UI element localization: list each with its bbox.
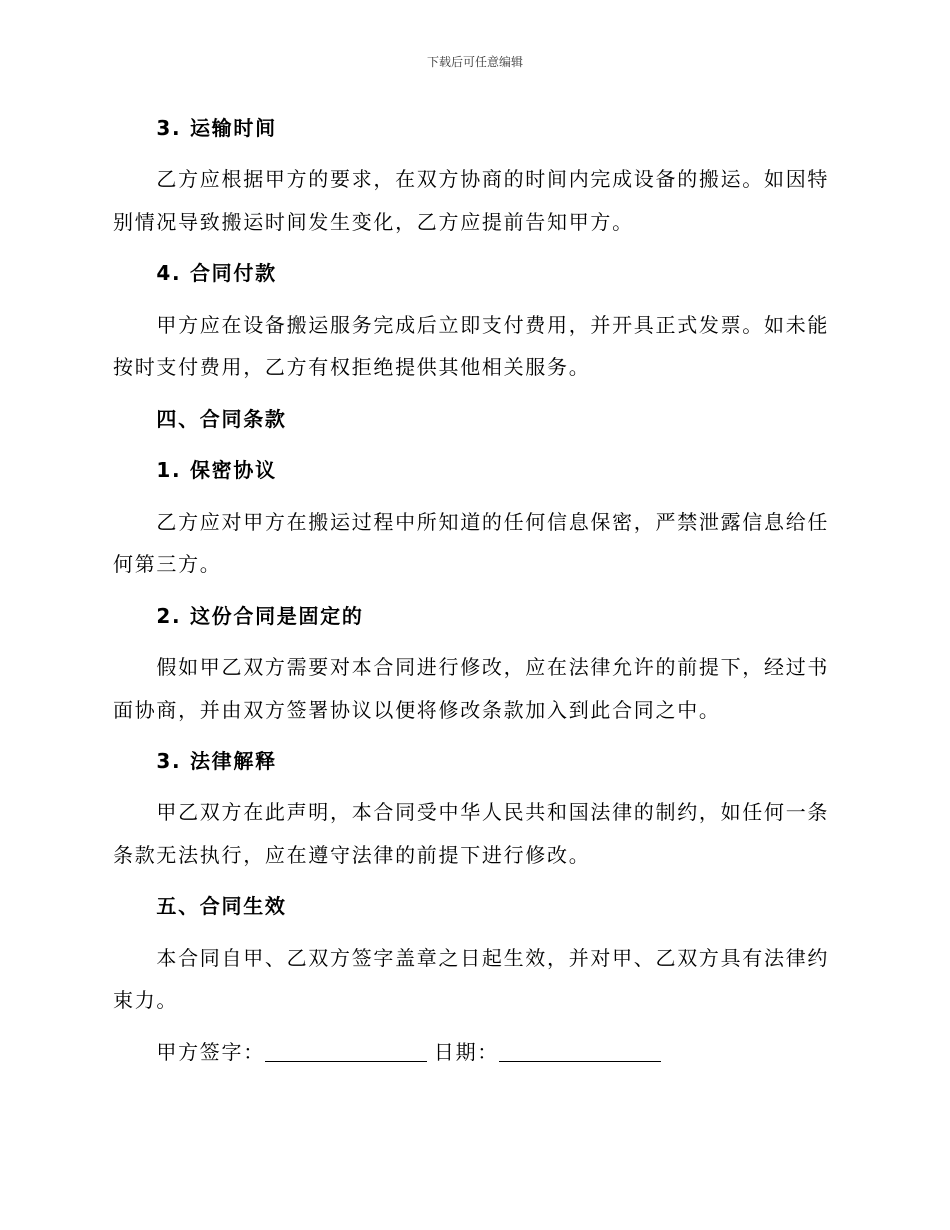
paragraph-fixed-contract: 假如甲乙双方需要对本合同进行修改，应在法律允许的前提下，经过书面协商，并由双方签署协议以便将修改条款加入到此合同之中。: [113, 654, 830, 722]
chapter-heading-effectiveness: 五、合同生效: [156, 894, 287, 919]
paragraph-transport-time: 乙方应根据甲方的要求，在双方协商的时间内完成设备的搬运。如因特别情况导致搬运时间发生变化，乙方应提前告知甲方。: [113, 167, 830, 234]
section-heading-fixed-contract: 2. 这份合同是固定的: [156, 603, 364, 628]
section-heading-transport-time: 3. 运输时间: [156, 116, 277, 140]
paragraph-payment: 甲方应在设备搬运服务完成后立即支付费用，并开具正式发票。如未能按时支付费用，乙方有权拒绝提供其他相关服务。: [113, 312, 830, 380]
date-blank: [499, 1061, 661, 1062]
page-header-note: 下载后可任意编辑: [426, 55, 523, 69]
contract-body: [113, 107, 835, 1073]
paragraph-legal-interpretation: 甲乙双方在此声明，本合同受中华人民共和国法律的制约，如任何一条条款无法执行，应在遵守法律的前提下进行修改。: [113, 800, 830, 867]
section-heading-legal-interpretation: 3. 法律解释: [156, 748, 277, 773]
paragraph-confidentiality: 乙方应对甲方在搬运过程中所知道的任何信息保密，严禁泄露信息给任何第三方。: [113, 509, 830, 577]
chapter-heading-terms: 四、合同条款: [156, 406, 287, 431]
section-heading-confidentiality: 1. 保密协议: [156, 458, 277, 483]
date-label: 日期：: [433, 1039, 499, 1064]
party-a-signature-label: 甲方签字：: [156, 1039, 265, 1064]
section-heading-payment: 4. 合同付款: [156, 261, 277, 286]
signature-row: [113, 1031, 835, 1074]
party-a-signature-blank: [265, 1061, 427, 1062]
paragraph-effectiveness: 本合同自甲、乙双方签字盖章之日起生效，并对甲、乙双方具有法律约束力。: [113, 945, 830, 1013]
